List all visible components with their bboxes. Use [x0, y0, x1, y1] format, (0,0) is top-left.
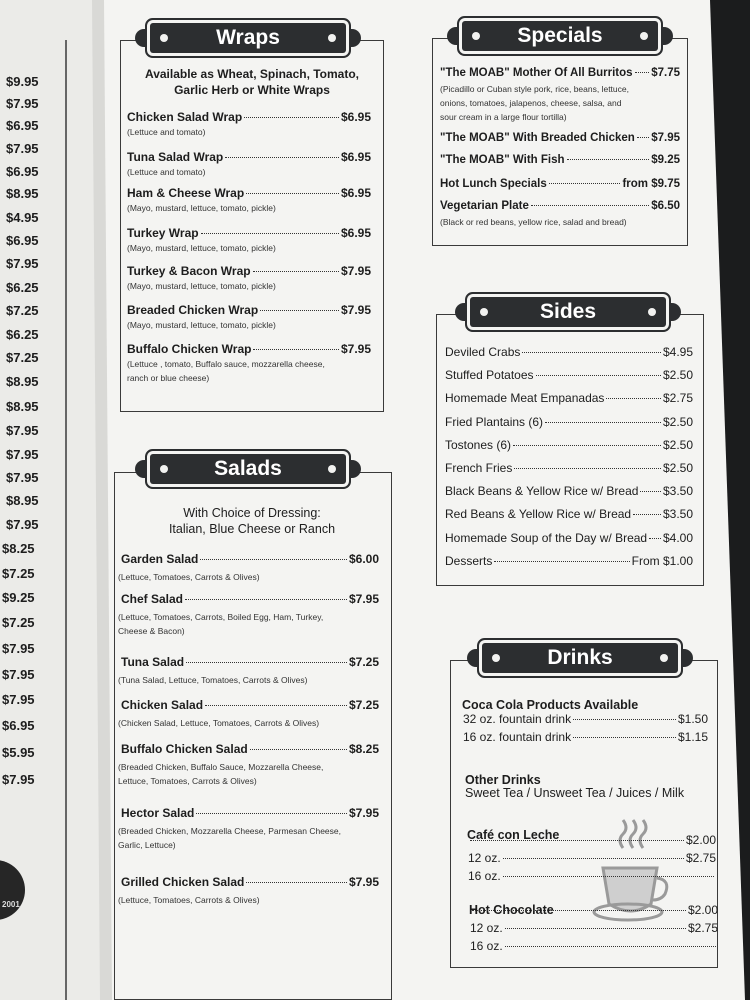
wrap-item-price: $6.95 [340, 226, 371, 240]
salad-item-desc-line: (Breaded Chicken, Buffalo Sauce, Mozzarella Cheese, [118, 762, 324, 772]
left-panel-price: $7.95 [6, 423, 39, 438]
salad-item-leader [246, 882, 347, 883]
left-panel-price: $7.95 [6, 470, 39, 485]
salad-item-desc-line: (Lettuce, Tomatoes, Carrots & Olives) [118, 895, 260, 905]
cafe-con-leche-item-row [468, 833, 716, 847]
left-panel-price: $9.25 [2, 590, 35, 605]
side-item-price: $3.50 [662, 484, 693, 499]
wrap-item-leader [260, 310, 339, 311]
side-item-leader [649, 538, 661, 539]
left-panel-price: $7.95 [6, 447, 39, 462]
side-item-leader [606, 398, 661, 399]
wrap-item-row [127, 110, 371, 124]
salad-item-leader [196, 813, 347, 814]
side-item-row [445, 484, 693, 498]
side-item-price: $2.50 [662, 437, 693, 452]
left-panel-price: $7.25 [6, 350, 39, 365]
salad-item-leader [200, 559, 347, 560]
special-item-name: "The MOAB" With Breaded Chicken [440, 132, 635, 144]
wrap-item-row [127, 342, 371, 356]
left-panel-price: $8.95 [6, 374, 39, 389]
left-panel-price: $6.25 [6, 280, 39, 295]
hot-chocolate-item-leader [505, 946, 716, 947]
side-item-row [445, 345, 693, 359]
left-panel-price: $7.95 [2, 667, 35, 682]
left-panel-price: $7.95 [6, 517, 39, 532]
side-item-row [445, 368, 693, 382]
hot-chocolate-item-row [470, 939, 718, 953]
salad-item-name: Grilled Chicken Salad [121, 875, 245, 889]
salads-intro-line-1: With Choice of Dressing: [183, 506, 321, 520]
sides-banner [470, 297, 666, 327]
side-item-name: Desserts [445, 553, 493, 568]
wrap-item-leader [244, 117, 339, 118]
salad-item-price: $7.95 [348, 592, 379, 606]
salad-item-name: Chef Salad [121, 592, 184, 606]
coca-cola-item-price: $1.50 [677, 712, 708, 726]
side-item-leader [536, 375, 661, 376]
special-item-price: from $9.75 [622, 178, 680, 190]
salads-intro-line-2: Italian, Blue Cheese or Ranch [168, 522, 336, 536]
left-panel-price: $8.95 [6, 399, 39, 414]
salad-item-price: $7.95 [348, 806, 379, 820]
salad-item-leader [186, 662, 347, 663]
side-item-leader [514, 468, 661, 469]
left-panel-price: $7.95 [2, 641, 35, 656]
drinks-title: Drinks [547, 646, 613, 669]
side-item-name: Deviled Crabs [445, 345, 521, 359]
side-item-name: Tostones (6) [445, 437, 512, 452]
cafe-con-leche-item-row [468, 851, 716, 865]
left-panel-price: $7.25 [2, 615, 35, 630]
hot-chocolate-item-row [470, 903, 718, 917]
salad-item-leader [205, 705, 347, 706]
salad-item-desc-line: (Lettuce, Tomatoes, Carrots, Boiled Egg, Ham, Turkey, [118, 612, 324, 622]
coca-cola-item-leader [573, 719, 676, 720]
other-drinks-heading: Other Drinks [465, 773, 541, 787]
salads-banner [150, 454, 346, 484]
left-panel-price: $6.95 [6, 118, 39, 133]
special-item-row [440, 200, 680, 212]
special-item-row [440, 132, 680, 144]
side-item-leader [522, 352, 661, 353]
wrap-item-desc-line: (Mayo, mustard, lettuce, tomato, pickle) [127, 203, 276, 213]
salad-item-name: Buffalo Chicken Salad [121, 742, 248, 756]
side-item-leader [640, 491, 661, 492]
left-panel-price: $8.95 [6, 493, 39, 508]
wrap-item-row [127, 226, 371, 240]
side-item-row [445, 531, 693, 545]
left-panel-price: $8.95 [6, 186, 39, 201]
wrap-item-name: Ham & Cheese Wrap [127, 186, 245, 200]
left-panel-price: $9.95 [6, 74, 39, 89]
wrap-item-leader [253, 271, 339, 272]
wrap-item-price: $6.95 [340, 110, 371, 124]
salad-item-price: $7.25 [348, 655, 379, 669]
wrap-item-desc-line: (Lettuce and tomato) [127, 167, 206, 177]
special-item-row [440, 154, 680, 166]
coca-cola-item-row [463, 712, 708, 726]
salad-item-row [121, 875, 379, 889]
left-panel-price: $4.95 [6, 210, 39, 225]
hot-chocolate-item-price: $2.00 [687, 903, 718, 917]
wrap-item-name: Breaded Chicken Wrap [127, 303, 259, 317]
salad-item-row [121, 806, 379, 820]
special-item-price: $6.50 [651, 200, 680, 212]
side-item-name: Black Beans & Yellow Rice w/ Bread [445, 484, 639, 499]
coca-cola-item-name: 16 oz. fountain drink [463, 730, 572, 744]
wrap-item-name: Chicken Salad Wrap [127, 110, 243, 124]
side-item-name: Stuffed Potatoes [445, 368, 534, 383]
salad-item-leader [185, 599, 347, 600]
salad-item-desc-line: (Chicken Salad, Lettuce, Tomatoes, Carrots & Olives) [118, 718, 320, 728]
side-item-row [445, 461, 693, 475]
special-item-price: $7.95 [651, 132, 680, 144]
special-item-desc-line: onions, tomatoes, jalapenos, cheese, salsa, and [440, 98, 622, 108]
salad-item-name: Tuna Salad [121, 655, 185, 669]
salad-item-price: $7.25 [348, 698, 379, 712]
left-panel-price: $6.95 [2, 718, 35, 733]
salad-item-desc-line: (Lettuce, Tomatoes, Carrots & Olives) [118, 572, 260, 582]
wrap-item-leader [225, 157, 339, 158]
hot-chocolate-item-name: 16 oz. [470, 939, 503, 953]
cafe-con-leche-item-name: 12 oz. [468, 851, 501, 865]
side-item-leader [633, 514, 661, 515]
cafe-con-leche-item-price: $2.75 [685, 851, 716, 865]
side-item-row [445, 554, 693, 568]
left-panel-price: $7.25 [6, 303, 39, 318]
left-panel-price: $7.25 [2, 566, 35, 581]
salad-item-row [121, 552, 379, 566]
side-item-name: Fried Plantains (6) [445, 414, 544, 429]
left-panel-price: $7.95 [6, 141, 39, 156]
left-panel-price: $8.25 [2, 541, 35, 556]
wrap-item-row [127, 186, 371, 200]
left-panel-price: $7.95 [2, 692, 35, 707]
special-item-name: "The MOAB" With Fish [440, 154, 565, 166]
hot-chocolate-item-row [470, 921, 718, 935]
salads-title: Salads [214, 457, 282, 480]
left-panel-price: $7.95 [6, 256, 39, 271]
special-item-name: Hot Lunch Specials [440, 178, 547, 190]
sides-title: Sides [539, 300, 597, 323]
wrap-item-desc-line: (Mayo, mustard, lettuce, tomato, pickle) [127, 320, 276, 330]
cafe-con-leche-item-leader [470, 840, 684, 841]
cafe-con-leche-item-leader [503, 876, 714, 877]
salad-item-desc-line: Lettuce, Tomatoes, Carrots & Olives) [118, 776, 257, 786]
wraps-intro-line-1: Available as Wheat, Spinach, Tomato, [144, 67, 360, 81]
left-panel-price: $5.95 [2, 745, 35, 760]
side-item-price: $3.50 [662, 507, 693, 522]
wrap-item-desc-line: (Lettuce , tomato, Buffalo sauce, mozzarella cheese, [127, 359, 325, 369]
left-panel-price: $7.95 [6, 96, 39, 111]
side-item-leader [545, 422, 661, 423]
wrap-item-price: $6.95 [340, 150, 371, 164]
special-item-leader [549, 183, 621, 184]
coca-cola-item-name: 32 oz. fountain drink [463, 712, 572, 726]
wrap-item-name: Buffalo Chicken Wrap [127, 342, 252, 356]
seal-year: 2001 [2, 900, 20, 909]
wrap-item-name: Turkey Wrap [127, 226, 199, 240]
salad-item-name: Hector Salad [121, 806, 195, 820]
special-item-desc-line: sour cream in a large flour tortilla) [440, 112, 567, 122]
coca-cola-item-row [463, 730, 708, 744]
other-drinks-text: Sweet Tea / Unsweet Tea / Juices / Milk [465, 786, 685, 800]
wrap-item-price: $7.95 [340, 303, 371, 317]
salad-item-name: Chicken Salad [121, 698, 204, 712]
wrap-item-name: Tuna Salad Wrap [127, 150, 224, 164]
side-item-leader [494, 561, 629, 562]
side-item-row [445, 507, 693, 521]
salads-intro [118, 505, 386, 537]
side-item-name: Homemade Soup of the Day w/ Bread [445, 530, 648, 545]
hot-chocolate-item-leader [472, 910, 686, 911]
side-item-name: French Fries [445, 461, 513, 475]
salad-item-desc-line: Garlic, Lettuce) [118, 840, 176, 850]
left-panel-price: $6.95 [6, 233, 39, 248]
wrap-item-price: $6.95 [340, 186, 371, 200]
wrap-item-leader [201, 233, 339, 234]
wrap-item-name: Turkey & Bacon Wrap [127, 264, 251, 278]
coca-cola-heading: Coca Cola Products Available [462, 698, 639, 712]
coca-cola-item-leader [573, 737, 676, 738]
hot-chocolate-item-name: 12 oz. [470, 921, 503, 935]
side-item-name: Homemade Meat Empanadas [445, 391, 605, 406]
special-item-price: $9.25 [651, 154, 680, 166]
wraps-title: Wraps [216, 26, 280, 49]
wrap-item-desc-line: (Mayo, mustard, lettuce, tomato, pickle) [127, 281, 276, 291]
special-item-row [440, 178, 680, 190]
wraps-intro-line-2: Garlic Herb or White Wraps [174, 83, 330, 97]
wrap-item-row [127, 150, 371, 164]
cafe-con-leche-heading: Café con Leche [467, 828, 560, 842]
salad-item-desc-line: (Breaded Chicken, Mozzarella Cheese, Parmesan Cheese, [118, 826, 342, 836]
wrap-item-price: $7.95 [340, 264, 371, 278]
cafe-con-leche-item-leader [503, 858, 684, 859]
salad-item-row [121, 742, 379, 756]
wrap-item-leader [253, 349, 339, 350]
specials-title: Specials [517, 24, 603, 47]
special-item-row [440, 67, 680, 79]
salad-item-desc-line: (Tuna Salad, Lettuce, Tomatoes, Carrots & Olives) [118, 675, 308, 685]
salad-item-price: $8.25 [348, 742, 379, 756]
cafe-con-leche-item-name: 16 oz. [468, 869, 501, 883]
side-item-name: Red Beans & Yellow Rice w/ Bread [445, 507, 632, 522]
salad-item-row [121, 655, 379, 669]
side-item-price: From $1.00 [631, 553, 693, 568]
salad-item-price: $7.95 [348, 875, 379, 889]
specials-banner [462, 21, 658, 51]
drinks-banner [482, 643, 678, 673]
cafe-con-leche-item-price: $2.00 [685, 833, 716, 847]
left-panel-price: $7.95 [2, 772, 35, 787]
special-item-desc-line: (Picadillo or Cuban style pork, rice, beans, lettuce, [440, 84, 629, 94]
wraps-intro [124, 66, 380, 98]
salad-item-leader [250, 749, 347, 750]
side-item-price: $4.95 [662, 345, 693, 359]
wrap-item-desc-line: ranch or blue cheese) [127, 373, 210, 383]
special-item-leader [531, 205, 649, 206]
wrap-item-row [127, 303, 371, 317]
special-item-name: "The MOAB" Mother Of All Burritos [440, 67, 633, 79]
hot-chocolate-heading: Hot Chocolate [469, 903, 554, 917]
wrap-item-price: $7.95 [340, 342, 371, 356]
salad-item-price: $6.00 [348, 552, 379, 566]
salad-item-desc-line: Cheese & Bacon) [118, 626, 185, 636]
salad-item-name: Garden Salad [121, 552, 199, 566]
side-item-price: $2.75 [662, 391, 693, 406]
coca-cola-item-price: $1.15 [677, 730, 708, 744]
wraps-banner [150, 23, 346, 53]
special-item-price: $7.75 [651, 67, 680, 79]
special-item-leader [637, 137, 649, 138]
side-item-row [445, 438, 693, 452]
salad-item-row [121, 698, 379, 712]
cafe-con-leche-item-row [468, 869, 716, 883]
side-item-price: $2.50 [662, 461, 693, 475]
wrap-item-desc-line: (Lettuce and tomato) [127, 127, 206, 137]
special-item-leader [635, 72, 650, 73]
salad-item-row [121, 592, 379, 606]
hot-chocolate-item-price: $2.75 [687, 921, 718, 935]
special-item-name: Vegetarian Plate [440, 200, 529, 212]
side-item-row [445, 415, 693, 429]
special-item-desc-line: (Black or red beans, yellow rice, salad and bread) [440, 217, 627, 227]
side-item-price: $4.00 [662, 530, 693, 545]
wrap-item-desc-line: (Mayo, mustard, lettuce, tomato, pickle) [127, 243, 276, 253]
side-item-row [445, 391, 693, 405]
left-panel-price: $6.95 [6, 164, 39, 179]
side-item-leader [513, 445, 661, 446]
side-item-price: $2.50 [662, 368, 693, 383]
hot-chocolate-item-leader [505, 928, 686, 929]
wrap-item-row [127, 264, 371, 278]
left-panel-price: $6.25 [6, 327, 39, 342]
side-item-price: $2.50 [662, 414, 693, 429]
special-item-leader [567, 159, 650, 160]
wrap-item-leader [246, 193, 339, 194]
